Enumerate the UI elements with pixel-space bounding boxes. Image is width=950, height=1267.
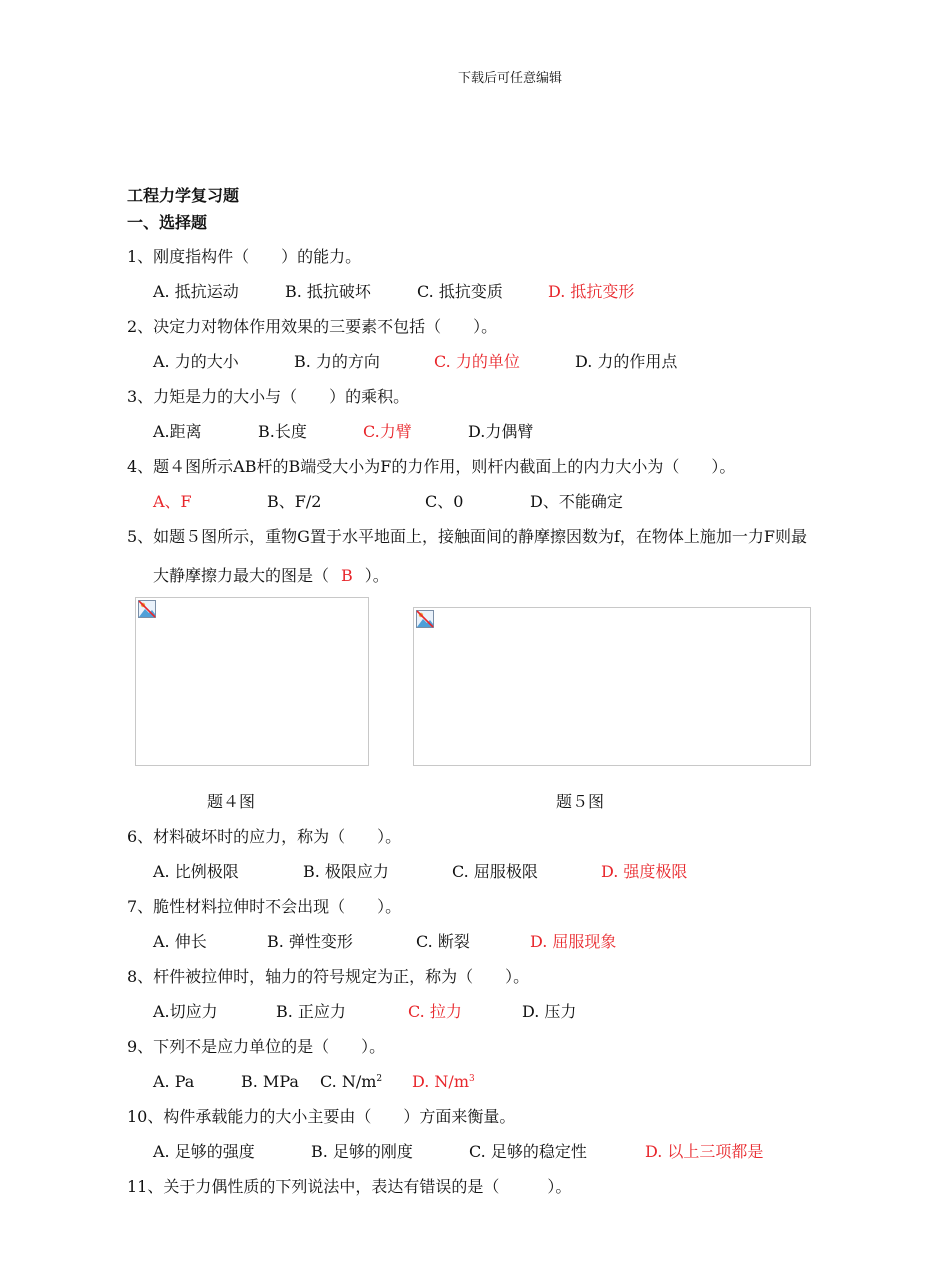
figure-5-image	[413, 607, 811, 766]
figure-4-caption: 题４图	[207, 792, 256, 811]
question-9-stem: 9、下列不是应力单位的是（ ）。	[127, 1037, 386, 1056]
question-4-stem: 4、题４图所示AB杆的B端受大小为F的力作用，则杆内截面上的内力大小为（ ）。	[127, 457, 736, 476]
figure-5-caption: 题５图	[556, 792, 605, 811]
question-9-option-c	[320, 1072, 382, 1092]
question-3-option-a: A.距离	[153, 422, 202, 441]
page-header: 下载后可任意编辑	[458, 71, 563, 86]
question-5-stem-suffix: ）。	[364, 566, 389, 585]
question-5-stem-line-1: 5、如题５图所示，重物G置于水平地面上，接触面间的静摩擦因数为f，在物体上施加一力F则最	[127, 527, 807, 546]
question-9-option-a: A. Pa	[153, 1072, 195, 1091]
question-10-option-c: C. 足够的稳定性	[469, 1142, 587, 1161]
doc-title: 工程力学复习题	[127, 186, 240, 205]
question-4-option-b: B、F/2	[267, 492, 322, 511]
question-1-option-d-answer: D. 抵抗变形	[548, 282, 635, 301]
question-9-option-d-answer	[412, 1072, 475, 1092]
question-10-option-d-answer: D. 以上三项都是	[645, 1142, 764, 1161]
broken-image-icon	[416, 610, 434, 628]
figure-4-image	[135, 597, 369, 766]
question-2-stem: 2、决定力对物体作用效果的三要素不包括（ ）。	[127, 317, 498, 336]
question-10-stem: 10、构件承载能力的大小主要由（ ）方面来衡量。	[127, 1107, 516, 1126]
question-8-stem: 8、杆件被拉伸时，轴力的符号规定为正，称为（ ）。	[127, 967, 530, 986]
question-5-stem-line-2	[153, 566, 389, 586]
question-10-option-a: A. 足够的强度	[153, 1142, 255, 1161]
question-5-answer: B	[341, 566, 353, 585]
question-4-option-a-answer: A、F	[153, 492, 192, 511]
question-9-option-d-text: D. N/m	[412, 1072, 469, 1091]
question-3-option-b: B.长度	[258, 422, 307, 441]
question-8-option-c-answer: C. 拉力	[408, 1002, 462, 1021]
question-3-option-d: D.力偶臂	[468, 422, 534, 441]
question-9-option-b: B. MPa	[241, 1072, 299, 1091]
question-8-option-a: A.切应力	[153, 1002, 218, 1021]
question-3-option-c-answer: C.力臂	[363, 422, 412, 441]
question-11-stem: 11、关于力偶性质的下列说法中，表达有错误的是（ ）。	[127, 1177, 572, 1196]
question-6-option-b: B. 极限应力	[303, 862, 389, 881]
question-2-option-b: B. 力的方向	[294, 352, 380, 371]
question-10-option-b: B. 足够的刚度	[311, 1142, 413, 1161]
question-8-option-b: B. 正应力	[276, 1002, 346, 1021]
question-2-option-a: A. 力的大小	[153, 352, 239, 371]
question-8-option-d: D. 压力	[522, 1002, 577, 1021]
question-7-stem: 7、脆性材料拉伸时不会出现（ ）。	[127, 897, 402, 916]
question-1-option-b: B. 抵抗破坏	[285, 282, 371, 301]
question-7-option-a: A. 伸长	[153, 932, 207, 951]
question-7-option-c: C. 断裂	[416, 932, 470, 951]
superscript: 3	[469, 1074, 475, 1084]
section-heading: 一、选择题	[127, 213, 208, 232]
question-1-stem: 1、刚度指构件（ ）的能力。	[127, 247, 362, 266]
question-6-stem: 6、材料破坏时的应力，称为（ ）。	[127, 827, 402, 846]
question-7-option-d-answer: D. 屈服现象	[530, 932, 617, 951]
question-5-stem-prefix: 大静摩擦力最大的图是（	[153, 566, 330, 585]
question-6-option-d-answer: D. 强度极限	[601, 862, 688, 881]
question-2-option-d: D. 力的作用点	[575, 352, 678, 371]
question-4-option-c: C、0	[425, 492, 464, 511]
question-4-option-d: D、不能确定	[530, 492, 623, 511]
question-1-option-a: A. 抵抗运动	[153, 282, 239, 301]
broken-image-icon	[138, 600, 156, 618]
question-1-option-c: C. 抵抗变质	[417, 282, 503, 301]
question-3-stem: 3、力矩是力的大小与（ ）的乘积。	[127, 387, 410, 406]
question-9-option-c-text: C. N/m	[320, 1072, 377, 1091]
superscript: 2	[376, 1074, 383, 1084]
question-2-option-c-answer: C. 力的单位	[434, 352, 520, 371]
question-6-option-a: A. 比例极限	[153, 862, 239, 881]
question-7-option-b: B. 弹性变形	[267, 932, 353, 951]
question-6-option-c: C. 屈服极限	[452, 862, 538, 881]
